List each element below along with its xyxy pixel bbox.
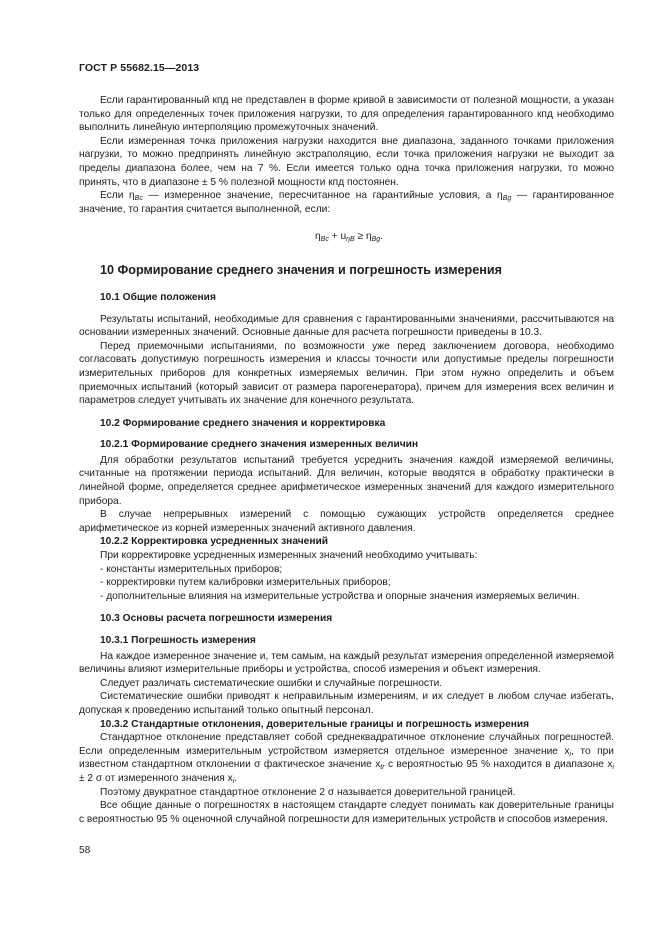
paragraph: Для обработки результатов испытаний требуется усреднить значения каждой измеряемой величины, считанные на протяжении периода испытаний. Для величин, которые вводятся в обработку практически в линейной форме, определяется среднее арифметическое измеренных значений для каждого измерительного прибора. [79, 454, 614, 507]
paragraph: Систематические ошибки приводят к неправильным измерениям, и их следует в любом случае избегать, допуская к проведению испытаний только опытный персонал. [79, 691, 614, 716]
subsection-title: 10.3 Основы расчета погрешности измерения [100, 613, 333, 625]
paragraph: На каждое измеренное значение и, тем самым, на каждый результат измерения определенной измеряемой величины влияют измерительные приборы и устройства, способ измерения и объект измерения. [79, 650, 614, 676]
section-title: 10 Формирование среднего значения и погрешность измерения [100, 262, 502, 277]
paragraph: Поэтому двукратное стандартное отклонение 2 σ называется доверительной границей. [100, 786, 516, 798]
guarantee-formula: $\eta_{Bc} + u_{\eta B} \ge \eta_{Bg}$. [315, 231, 384, 244]
document-body [79, 94, 614, 826]
subsubsection-title: 10.2.1 Формирование среднего значения измеренных величин [100, 439, 419, 451]
subsubsection-title: 10.3.1 Погрешность измерения [100, 635, 256, 646]
page-number: 58 [79, 845, 91, 856]
list-item: - дополнительные влияния на измерительные устройства и опорные значения измеряемых величин. [100, 590, 580, 602]
subsubsection-title: 10.2.2 Корректировка усредненных значений [100, 536, 329, 548]
paragraph: Стандартное отклонение представляет собой среднеквадратичное отклонение случайных погрешностей. Если определенным измерительным устройством измеряется отдельное измеренное значение $x_i$, то при известном стандартном отклонении σ фактическое значение $x_{tr}$ с вероятностью 95 % находится в диапазоне $x_i \pm 2$ σ от измеренного значения $x_i$. [79, 732, 614, 785]
paragraph: Перед приемочными испытаниями, по возможности уже перед заключением договора, необходимо согласовать допустимую погрешность измерения и классы точности или допустимые пределы погрешности измерительных приборов для конкретных измеряемых величин. При этом нужно определить и объем приемочных испытаний (который зависит от размера парогенератора), причем для измерения всех величин и параметров следует учитывать их значение для конечного результата. [79, 340, 614, 407]
paragraph: Все общие данные о погрешностях в настоящем стандарте следует понимать как доверительные границы с вероятностью 95 % оценочной случайной погрешности для измерительных устройств и способов измерения. [79, 800, 614, 825]
paragraph: Если измеренная точка приложения нагрузки находится вне диапазона, заданного точками приложения нагрузки, то можно предпринять линейную экстраполяцию, если точка приложения нагрузки не выходит за пределы диапазона более, чем на 7 %. Если имеется только одна точка приложения нагрузки, то можно принять, что в диапазоне ± 5 % полезной мощности кпд постоянен. [79, 135, 614, 188]
paragraph: Если гарантированный кпд не представлен в форме кривой в зависимости от полезной мощности, а указан только для определенных точек приложения нагрузки, то для определения гарантированного кпд необходимо выполнить линейную интерполяцию промежуточных значений. [79, 95, 614, 134]
paragraph: Если $\eta_{Bc}$ — измеренное значение, пересчитанное на гарантийные условия, а $\eta_{Bg}$ — гарантированное значение, то гарантия считается выполненной, если: [79, 190, 615, 215]
subsection-title: 10.1 Общие положения [100, 291, 216, 303]
paragraph: В случае непрерывных измерений с помощью сужающих устройств определяется среднее арифметическое из корней измеренных значений активного давления. [79, 509, 614, 534]
paragraph: Результаты испытаний, необходимые для сравнения с гарантированными значениями, рассчитываются на основании измеренных значений. Основные данные для расчета погрешности приведены в 10.3. [79, 313, 614, 339]
subsubsection-title: 10.3.2 Стандартные отклонения, доверительные границы и погрешность измерения [100, 718, 530, 730]
paragraph: Следует различать систематические ошибки и случайные погрешности. [100, 677, 443, 689]
paragraph: При корректировке усредненных измеренных значений необходимо учитывать: [100, 550, 478, 562]
document-header: ГОСТ Р 55682.15—2013 [79, 62, 200, 74]
list-item: - корректировки путем калибровки измерительных приборов; [100, 577, 391, 589]
subsection-title: 10.2 Формирование среднего значения и корректировка [100, 417, 386, 429]
list-item: - константы измерительных приборов; [100, 563, 283, 575]
